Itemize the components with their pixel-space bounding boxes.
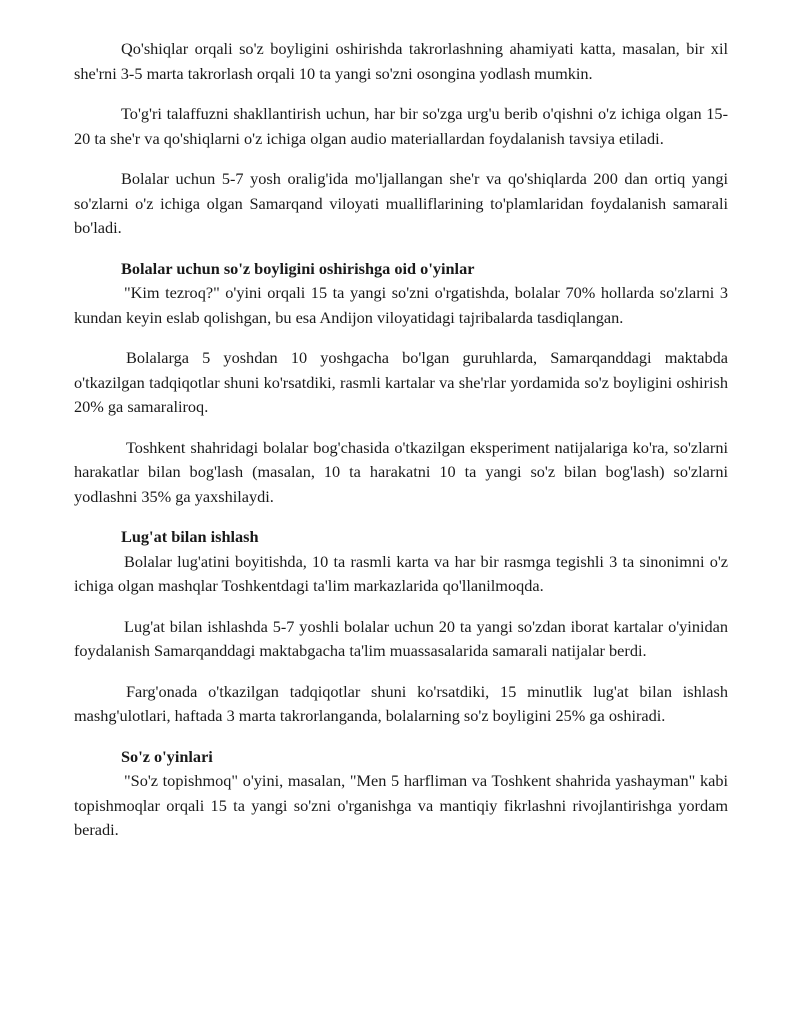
- games-paragraph-3: Toshkent shahridagi bolalar bog'chasida o'tkazilgan eksperiment natijalariga ko'ra, so'zlarni harakatlar bilan bog'lash (masalan, 10 ta harakatni 10 ta yangi so'z bilan bog'lash) so'zlarni yodlashni 35% ga yaxshilaydi.: [74, 437, 728, 506]
- section-heading-games: Bolalar uchun so'z boyligini oshirishga oid o'yinlar: [121, 258, 475, 278]
- dictionary-paragraph-3: Farg'onada o'tkazilgan tadqiqotlar shuni ko'rsatdiki, 15 minutlik lug'at bilan ishlash mashg'ulotlari, haftada 3 marta takrorlanganda, bolalarning so'z boyligini 25% ga oshiradi.: [74, 681, 728, 725]
- word-games-paragraph-1: "So'z topishmoq" o'yini, masalan, "Men 5 harfliman va Toshkent shahrida yashayman" kabi topishmoqlar orqali 15 ta yangi so'zni o'rganishga va mantiqiy fikrlashni rivojlantirishga yordam beradi.: [74, 771, 728, 839]
- intro-paragraph-2: To'g'ri talaffuzni shakllantirish uchun, har bir so'zga urg'u berib o'qishni o'z ichiga olgan 15-20 ta she'r va qo'shiqlarni o'z ichiga olgan audio materiallardan foydalanish tavsiya etiladi.: [74, 104, 728, 148]
- intro-paragraph-1: Qo'shiqlar orqali so'z boyligini oshirishda takrorlashning ahamiyati katta, masalan, bir xil she'rni 3-5 marta takrorlash orqali 10 ta yangi so'zni osongina yodlash mumkin.: [74, 39, 728, 83]
- section-heading-dictionary: Lug'at bilan ishlash: [121, 527, 259, 546]
- games-paragraph-2: Bolalarga 5 yoshdan 10 yoshgacha bo'lgan guruhlarda, Samarqanddagi maktabda o'tkazilgan tadqiqotlar shuni ko'rsatdiki, rasmli kartalar va she'rlar yordamida so'z boyligini oshirish 20% ga samaraliroq.: [74, 348, 728, 416]
- intro-paragraph-3: Bolalar uchun 5-7 yosh oralig'ida mo'ljallangan she'r va qo'shiqlarda 200 dan ortiq yangi so'zlarni o'z ichiga olgan Samarqand viloyati mualliflarining to'plamlaridan foydalanish samarali bo'ladi.: [74, 169, 728, 237]
- section-dictionary: [74, 525, 728, 729]
- section-games: [74, 257, 728, 510]
- dictionary-paragraph-2: Lug'at bilan ishlashda 5-7 yoshli bolalar uchun 20 ta yangi so'zdan iborat kartalar o'yinidan foydalanish Samarqanddagi maktabgacha ta'lim muassasalarida samarali natijalar berdi.: [74, 616, 728, 660]
- dictionary-paragraph-1: Bolalar lug'atini boyitishda, 10 ta rasmli karta va har bir rasmga tegishli 3 ta sinonimni o'z ichiga olgan mashqlar Toshkentdagi ta'lim markazlarida qo'llanilmoqda.: [74, 551, 728, 595]
- games-paragraph-1: "Kim tezroq?" o'yini orqali 15 ta yangi so'zni o'rgatishda, bolalar 70% hollarda so'zlarni 3 kundan keyin eslab qolishgan, bu esa Andijon viloyatidagi tajribalarda tasdiqlangan.: [74, 283, 728, 327]
- section-heading-word-games: So'z o'yinlari: [121, 746, 213, 766]
- section-word-games: [74, 745, 728, 843]
